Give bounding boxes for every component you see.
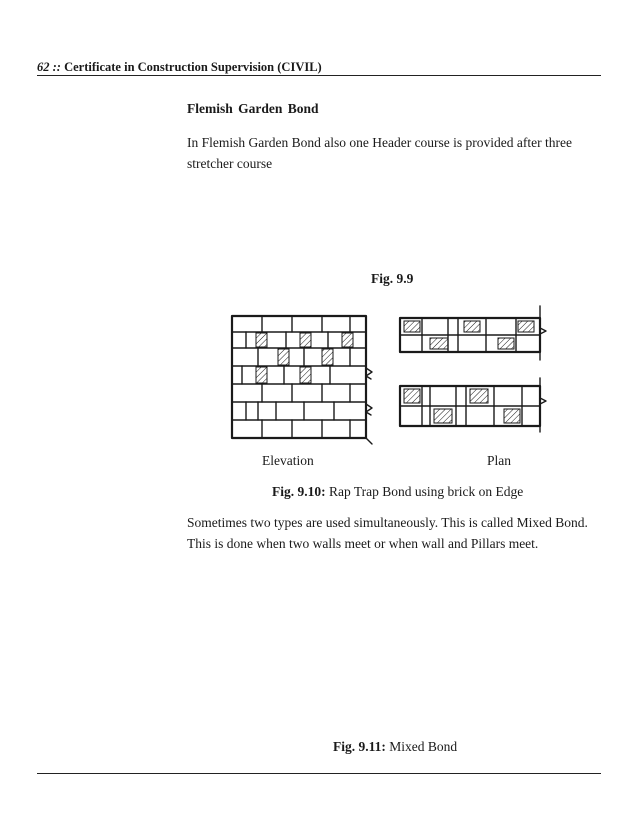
fig-9-9-label: Fig. 9.9	[371, 271, 414, 286]
plan-drawing-lower	[400, 378, 546, 432]
fig-9-10-caption-text: Rap Trap Bond using brick on Edge	[325, 484, 524, 499]
elevation-label: Elevation	[262, 453, 314, 468]
plan-label: Plan	[487, 453, 512, 468]
fig-9-10-caption	[272, 484, 523, 500]
fig-9-10-label: Fig. 9.10:	[272, 484, 326, 499]
fig-9-11-label: Fig. 9.11:	[333, 739, 386, 754]
section-paragraph: In Flemish Garden Bond also one Header course is provided after three stretcher course	[187, 135, 573, 171]
footer-rule	[37, 773, 601, 774]
plan-drawing-upper	[400, 306, 546, 360]
page-number: 62 ::	[37, 60, 61, 74]
fig-9-11-caption	[333, 739, 457, 755]
mixed-bond-paragraph: Sometimes two types are used simultaneously. This is called Mixed Bond. This is done when two walls meet or when wall and Pillars meet.	[187, 515, 588, 551]
section-title: Flemish Garden Bond	[187, 101, 319, 116]
fig-9-11-caption-text: Mixed Bond	[385, 739, 458, 754]
elevation-drawing	[232, 316, 372, 444]
book-title: Certificate in Construction Supervision (CIVIL)	[64, 60, 322, 74]
